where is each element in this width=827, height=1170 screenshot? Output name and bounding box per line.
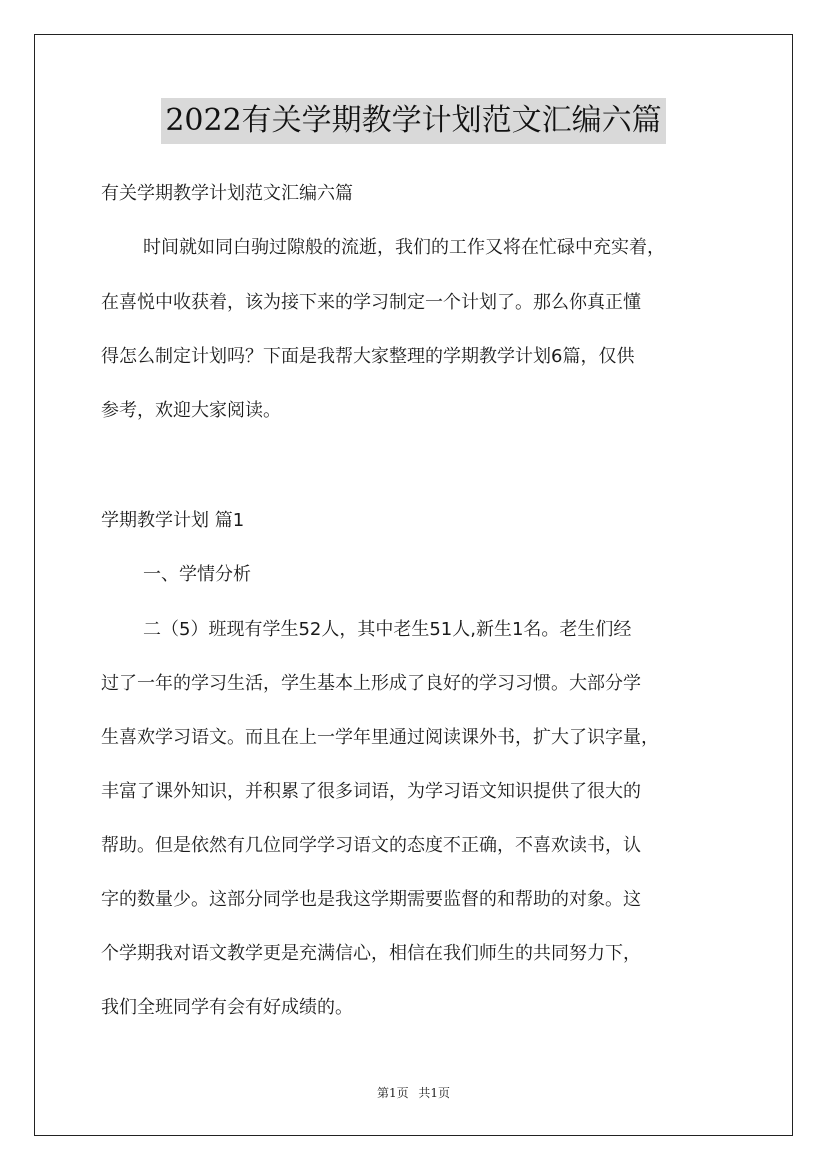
intro-line: 时间就如同白驹过隙般的流逝，我们的工作又将在忙碌中充实着， [143,237,665,258]
intro-line: 参考，欢迎大家阅读。 [101,400,281,421]
body-line: 我们全班同学有会有好成绩的。 [101,997,353,1018]
title-container [0,98,827,144]
document-subtitle: 有关学期教学计划范文汇编六篇 [101,183,353,204]
body-line: 生喜欢学习语文。而且在上一学年里通过阅读课外书，扩大了识字量， [101,727,659,748]
section-heading: 学期教学计划 篇1 [101,510,245,531]
page-footer [0,1084,827,1101]
document-title: 2022有关学期教学计划范文汇编六篇 [161,98,665,144]
page-total: 共1页 [418,1086,451,1100]
body-line: 过了一年的学习生活，学生基本上形成了良好的学习习惯。大部分学 [101,673,641,694]
body-line: 字的数量少。这部分同学也是我这学期需要监督的和帮助的对象。这 [101,889,641,910]
intro-line: 在喜悦中收获着，该为接下来的学习制定一个计划了。那么你真正懂 [101,292,641,313]
page-number: 第1页 [376,1086,409,1100]
body-line: 帮助。但是依然有几位同学学习语文的态度不正确，不喜欢读书，认 [101,835,641,856]
intro-line: 得怎么制定计划吗？下面是我帮大家整理的学期教学计划6篇，仅供 [101,346,635,367]
subheading: 一、学情分析 [143,564,251,585]
body-line: 个学期我对语文教学更是充满信心，相信在我们师生的共同努力下， [101,943,641,964]
body-line: 丰富了课外知识，并积累了很多词语，为学习语文知识提供了很大的 [101,781,641,802]
body-line: 二（5）班现有学生52人，其中老生51人,新生1名。老生们经 [143,619,632,640]
